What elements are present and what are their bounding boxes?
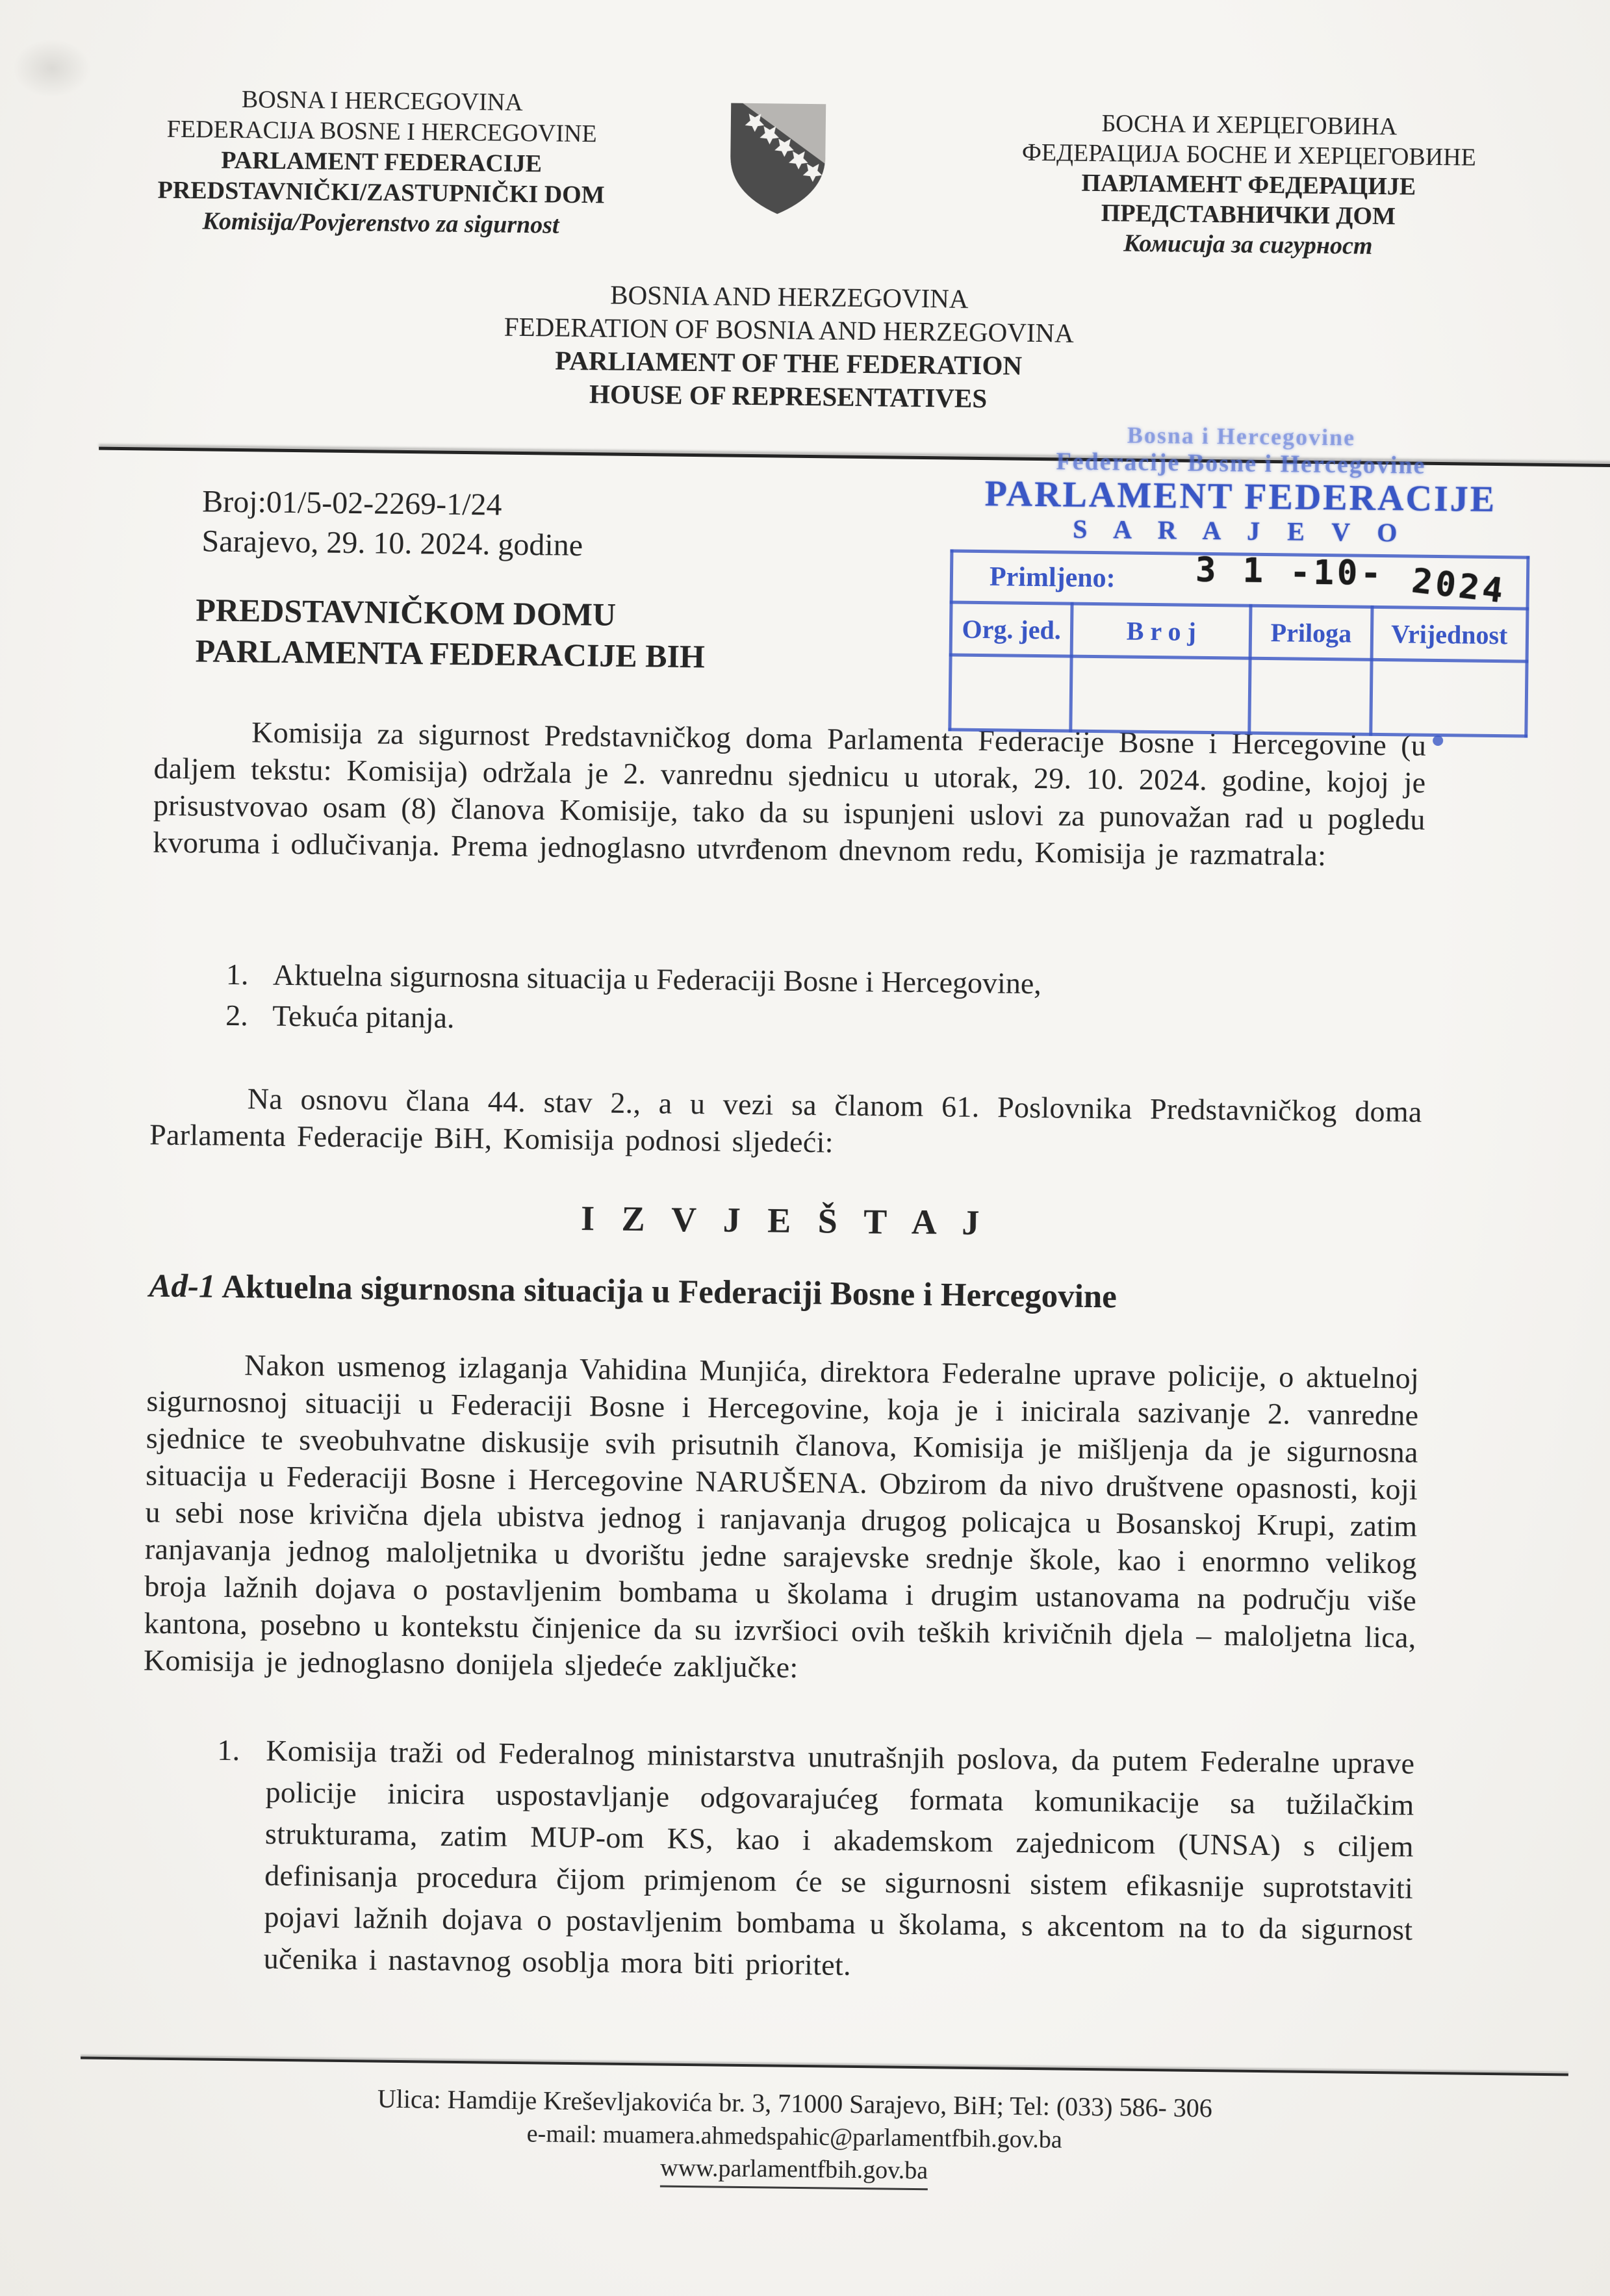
footer-email: e-mail: muamera.ahmedspahic@parlamentfbih.gov.ba: [526, 2120, 1062, 2154]
received-date-day: 3 1: [1195, 550, 1267, 591]
footer-block: [14, 2078, 1575, 2197]
stamp-empty-cell: [950, 655, 1072, 731]
footer-divider-line: [81, 2056, 1568, 2076]
footer-website: www.parlamentfbih.gov.ba: [660, 2152, 928, 2191]
letterhead-left-line: Komisija/Povjerenstvo za sigurnost: [202, 207, 559, 239]
letterhead-center-line: FEDERATION OF BOSNIA AND HERZEGOVINA: [504, 311, 1075, 348]
bih-coat-of-arms-icon: [719, 96, 837, 221]
received-date-year: 2024: [1409, 561, 1508, 611]
letterhead-center-line: PARLIAMENT OF THE FEDERATION: [555, 345, 1023, 381]
stamp-ink-dot: [1433, 735, 1443, 746]
agenda-list: [225, 954, 1422, 1049]
stamp-empty-cell: [1370, 659, 1527, 736]
stamp-faint-line: Bosna i Hercegovine: [1127, 422, 1356, 451]
agenda-item-number: 2.: [225, 998, 249, 1032]
letterhead-left-line: FEDERACIJA BOSNE I HERCEGOVINE: [166, 115, 597, 148]
addressee-line: PREDSTAVNIČKOM DOMU: [196, 591, 617, 633]
stamp-col-vrijednost: Vrijednost: [1372, 607, 1527, 661]
letterhead-right-line: ПРЕДСТАВНИЧКИ ДОМ: [1101, 199, 1396, 231]
stamp-col-broj: B r o j: [1071, 604, 1251, 658]
letterhead-right-line: ФЕДЕРАЦИЈА БОСНЕ И ХЕРЦЕГОВИНЕ: [1021, 138, 1477, 172]
section-heading: [149, 1268, 1449, 1320]
section-heading-text: Aktuelna sigurnosna situacija u Federaciji Bosne i Hercegovine: [215, 1268, 1118, 1316]
section-heading-prefix: Ad-1: [149, 1268, 216, 1305]
letterhead-center-line: BOSNIA AND HERZEGOVINA: [610, 279, 969, 314]
letterhead-left-line: BOSNA I HERCEGOVINA: [241, 86, 523, 116]
agenda-item-number: 1.: [225, 957, 249, 991]
letterhead-right: [965, 107, 1533, 263]
reference-number: Broj:01/5-02-2269-1/24: [201, 484, 502, 522]
letterhead-left: [121, 83, 643, 242]
stamp-empty-cell: [1249, 658, 1372, 734]
letterhead-right-line: Комисија за сигурност: [1123, 229, 1373, 260]
letterhead-left-line: PREDSTAVNIČKI/ZASTUPNIČKI DOM: [157, 176, 605, 209]
conclusions-list: [140, 1728, 1414, 1992]
body-paragraph: Nakon usmenog izlaganja Vahidina Munjića, direktora Federalne uprave policije, o aktuelnoj sigurnosnoj situaciji u Federaciji Bosne i Hercegovine, koja je i inicirala sazivanje 2. vanredne sjednice te sveobuhvatne diskusije svih prisutnih članova, Komisija je mišljenja da je sigurnosna situacija u Federaciji Bosne i Hercegovine NARUŠENA. Obzirom da nivo društvene opasnosti, koji u sebi nose krivična djela ubistva jednog i ranjavanja drugog policajca u Bosanskoj Krupi, zatim ranjavanja jednog maloljetnika u dvorištu jedne sarajevske srednje škole, kao i enormno velikog broja lažnih dojava o postavljenim bombama u školama i drugim ustanovama na području više kantona, posebno u kontekstu činjenice da su izvršioci ovih teških krivičnih djela – maloljetna lica, Komisija je jednoglasno donijela sljedeće zaključke:: [143, 1348, 1420, 1684]
letterhead-left-line: PARLAMENT FEDERACIJE: [221, 146, 543, 178]
stamp-col-priloga: Priloga: [1250, 606, 1372, 659]
agenda-item-text: Tekuća pitanja.: [272, 999, 455, 1034]
stamp-city: S A R A J E V O: [1072, 514, 1408, 548]
receipt-stamp: [948, 419, 1531, 737]
stamp-received-label: Primljeno:: [951, 551, 1528, 609]
reference-block: [201, 481, 583, 565]
legal-paragraph: Na osnovu člana 44. stav 2., a u vezi sa članom 61. Poslovnika Predstavničkog doma Parlamenta Federacije BiH, Komisija podnosi sljedeći:: [149, 1082, 1422, 1159]
letterhead-right-line: ПАРЛАМЕНТ ФЕДЕРАЦИЈЕ: [1081, 169, 1416, 201]
letterhead-center-line: HOUSE OF REPRESENTATIVES: [589, 379, 988, 414]
conclusion-item-number: 1.: [217, 1733, 240, 1767]
report-title: I Z V J E Š T A J: [580, 1199, 989, 1243]
addressee-block: [195, 589, 706, 677]
stamp-faint-line: Federacije Bosne i Hercegovine: [1056, 448, 1426, 479]
reference-place-date: Sarajevo, 29. 10. 2024. godine: [201, 524, 583, 563]
stamp-empty-cell: [1071, 656, 1250, 733]
received-date-month: -10-: [1289, 553, 1385, 594]
intro-paragraph: Komisija za sigurnost Predstavničkog doma Parlamenta Federacije Bosne i Hercegovine (u daljem tekstu: Komisija) održala je 2. vanrednu sjednicu u utorak, 29. 10. 2024. godine, kojoj je prisustvovao osam (8) članova Komisije, tako da su ispunjeni uslovi za punovažan rad u pogledu kvoruma i odlučivanja. Prema jednoglasno utvrđenom dnevnom redu, Komisija je razmatrala:: [152, 715, 1427, 873]
conclusion-item-text: Komisija traži od Federalnog ministarstva unutrašnjih poslova, da putem Federalne uprave policije inicira uspostavljanje odgovarajućeg formata komunikacije sa tužilačkim strukturama, zatim MUP-om KS, kao i akademskom zajednicom (UNSA) s ciljem definisanja procedura čijom primjenom će se sigurnosni sistem efikasnije suprotstaviti pojavi lažnih dojava o postavljenim bombama u školama, s akcentom na to da sigurnost učenika i nastavnog osoblja mora biti prioritet.: [263, 1733, 1415, 1982]
stamp-col-org-jed: Org. jed.: [951, 602, 1072, 656]
addressee-line: PARLAMENTA FEDERACIJE BIH: [195, 632, 706, 675]
letterhead-right-line: БОСНА И ХЕРЦЕГОВИНА: [1101, 110, 1398, 141]
conclusion-item: [140, 1728, 1414, 1992]
received-date-stamp: [1195, 550, 1508, 611]
stamp-title: PARLAMENT FEDERACIJE: [984, 474, 1497, 520]
letterhead-center: [268, 275, 1309, 419]
agenda-item-text: Aktuelna sigurnosna situacija u Federaciji Bosne i Hercegovine,: [272, 958, 1042, 1001]
footer-address: Ulica: Hamdije Kreševljakovića br. 3, 71000 Sarajevo, BiH; Tel: (033) 586- 306: [377, 2084, 1213, 2123]
